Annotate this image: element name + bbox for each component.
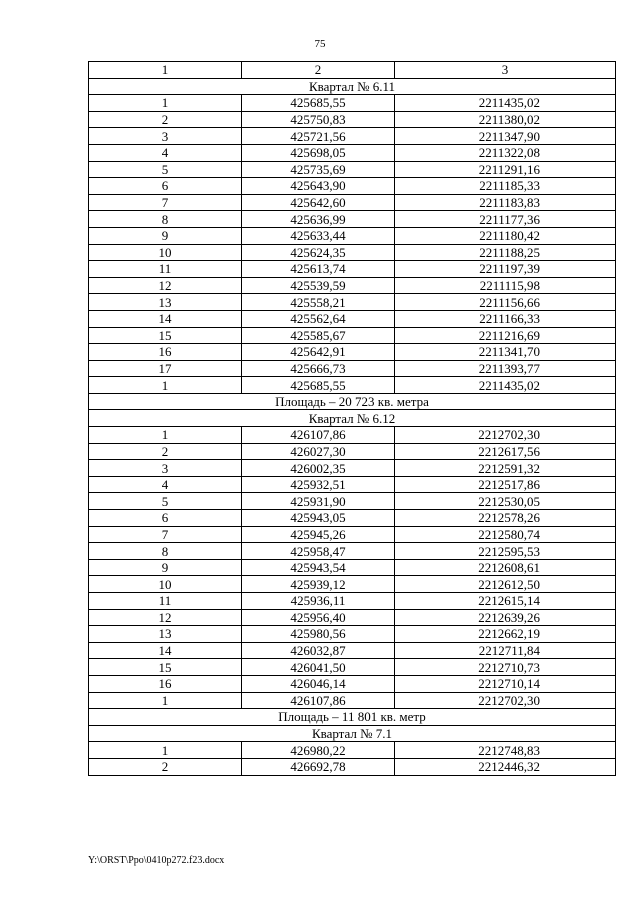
table-row [89, 227, 616, 244]
point-number-cell: 1 [89, 692, 242, 709]
table-row [89, 194, 616, 211]
table-row [89, 559, 616, 576]
table-row [89, 642, 616, 659]
point-number-cell: 14 [89, 310, 242, 327]
point-number-cell: 4 [89, 144, 242, 161]
table-row [89, 593, 616, 610]
x-coordinate-cell: 425936,11 [242, 593, 395, 610]
point-number-cell: 15 [89, 327, 242, 344]
y-coordinate-cell: 2212702,30 [395, 692, 616, 709]
y-coordinate-cell: 2212578,26 [395, 510, 616, 527]
point-number-cell: 13 [89, 294, 242, 311]
x-coordinate-cell: 426692,78 [242, 758, 395, 775]
table-row [89, 277, 616, 294]
section-title-row [89, 725, 616, 742]
table-row [89, 144, 616, 161]
y-coordinate-cell: 2212662,19 [395, 626, 616, 643]
table-row [89, 178, 616, 195]
section-title: Квартал № 6.12 [89, 410, 616, 427]
x-coordinate-cell: 426041,50 [242, 659, 395, 676]
y-coordinate-cell: 2212615,14 [395, 593, 616, 610]
table-row [89, 609, 616, 626]
y-coordinate-cell: 2211347,90 [395, 128, 616, 145]
point-number-cell: 7 [89, 194, 242, 211]
point-number-cell: 5 [89, 493, 242, 510]
x-coordinate-cell: 426002,35 [242, 460, 395, 477]
table-row [89, 443, 616, 460]
table-row [89, 543, 616, 560]
x-coordinate-cell: 425633,44 [242, 227, 395, 244]
y-coordinate-cell: 2211322,08 [395, 144, 616, 161]
point-number-cell: 2 [89, 758, 242, 775]
table-row [89, 626, 616, 643]
x-coordinate-cell: 425685,55 [242, 95, 395, 112]
x-coordinate-cell: 426046,14 [242, 675, 395, 692]
section-title-row [89, 410, 616, 427]
table-row [89, 576, 616, 593]
x-coordinate-cell: 425945,26 [242, 526, 395, 543]
table-row [89, 161, 616, 178]
y-coordinate-cell: 2211180,42 [395, 227, 616, 244]
table-row [89, 344, 616, 361]
x-coordinate-cell: 425642,91 [242, 344, 395, 361]
x-coordinate-cell: 425585,67 [242, 327, 395, 344]
point-number-cell: 14 [89, 642, 242, 659]
y-coordinate-cell: 2211115,98 [395, 277, 616, 294]
x-coordinate-cell: 425735,69 [242, 161, 395, 178]
point-number-cell: 1 [89, 742, 242, 759]
table-row [89, 294, 616, 311]
point-number-cell: 3 [89, 460, 242, 477]
y-coordinate-cell: 2212530,05 [395, 493, 616, 510]
section-title: Квартал № 7.1 [89, 725, 616, 742]
point-number-cell: 16 [89, 675, 242, 692]
table-row [89, 95, 616, 112]
y-coordinate-cell: 2212711,84 [395, 642, 616, 659]
x-coordinate-cell: 425943,54 [242, 559, 395, 576]
table-row [89, 460, 616, 477]
point-number-cell: 9 [89, 559, 242, 576]
table-row [89, 211, 616, 228]
y-coordinate-cell: 2211185,33 [395, 178, 616, 195]
point-number-cell: 13 [89, 626, 242, 643]
point-number-cell: 15 [89, 659, 242, 676]
point-number-cell: 2 [89, 111, 242, 128]
table-row [89, 377, 616, 394]
column-header-3: 3 [395, 62, 616, 79]
y-coordinate-cell: 2211197,39 [395, 261, 616, 278]
point-number-cell: 1 [89, 377, 242, 394]
point-number-cell: 7 [89, 526, 242, 543]
table-row [89, 310, 616, 327]
y-coordinate-cell: 2211183,83 [395, 194, 616, 211]
table-row [89, 493, 616, 510]
x-coordinate-cell: 425958,47 [242, 543, 395, 560]
x-coordinate-cell: 425562,64 [242, 310, 395, 327]
y-coordinate-cell: 2212639,26 [395, 609, 616, 626]
point-number-cell: 1 [89, 95, 242, 112]
x-coordinate-cell: 425685,55 [242, 377, 395, 394]
section-title: Квартал № 6.11 [89, 78, 616, 95]
y-coordinate-cell: 2212748,83 [395, 742, 616, 759]
table-row [89, 327, 616, 344]
table-row [89, 675, 616, 692]
x-coordinate-cell: 425698,05 [242, 144, 395, 161]
table-row [89, 360, 616, 377]
y-coordinate-cell: 2211177,36 [395, 211, 616, 228]
point-number-cell: 10 [89, 576, 242, 593]
point-number-cell: 4 [89, 476, 242, 493]
x-coordinate-cell: 425939,12 [242, 576, 395, 593]
x-coordinate-cell: 426980,22 [242, 742, 395, 759]
y-coordinate-cell: 2212710,73 [395, 659, 616, 676]
area-summary: Площадь – 20 723 кв. метра [89, 393, 616, 410]
y-coordinate-cell: 2211166,33 [395, 310, 616, 327]
point-number-cell: 8 [89, 543, 242, 560]
x-coordinate-cell: 425642,60 [242, 194, 395, 211]
y-coordinate-cell: 2212580,74 [395, 526, 616, 543]
point-number-cell: 12 [89, 609, 242, 626]
table-row [89, 758, 616, 775]
table-header-row [89, 62, 616, 79]
x-coordinate-cell: 425613,74 [242, 261, 395, 278]
x-coordinate-cell: 425558,21 [242, 294, 395, 311]
x-coordinate-cell: 425624,35 [242, 244, 395, 261]
table-row [89, 476, 616, 493]
point-number-cell: 8 [89, 211, 242, 228]
y-coordinate-cell: 2212710,14 [395, 675, 616, 692]
y-coordinate-cell: 2212612,50 [395, 576, 616, 593]
x-coordinate-cell: 425943,05 [242, 510, 395, 527]
table-row [89, 427, 616, 444]
y-coordinate-cell: 2211435,02 [395, 95, 616, 112]
point-number-cell: 10 [89, 244, 242, 261]
x-coordinate-cell: 425931,90 [242, 493, 395, 510]
y-coordinate-cell: 2211341,70 [395, 344, 616, 361]
x-coordinate-cell: 426107,86 [242, 692, 395, 709]
section-title-row [89, 78, 616, 95]
x-coordinate-cell: 425666,73 [242, 360, 395, 377]
table-row [89, 128, 616, 145]
point-number-cell: 2 [89, 443, 242, 460]
y-coordinate-cell: 2212702,30 [395, 427, 616, 444]
point-number-cell: 11 [89, 261, 242, 278]
point-number-cell: 6 [89, 178, 242, 195]
x-coordinate-cell: 425636,99 [242, 211, 395, 228]
y-coordinate-cell: 2211156,66 [395, 294, 616, 311]
point-number-cell: 1 [89, 427, 242, 444]
area-summary-row [89, 393, 616, 410]
coordinates-table-body [89, 62, 616, 776]
column-header-1: 1 [89, 62, 242, 79]
x-coordinate-cell: 426027,30 [242, 443, 395, 460]
point-number-cell: 12 [89, 277, 242, 294]
y-coordinate-cell: 2212617,56 [395, 443, 616, 460]
y-coordinate-cell: 2211393,77 [395, 360, 616, 377]
y-coordinate-cell: 2211188,25 [395, 244, 616, 261]
page-number: 75 [314, 38, 326, 50]
x-coordinate-cell: 425721,56 [242, 128, 395, 145]
point-number-cell: 9 [89, 227, 242, 244]
x-coordinate-cell: 425956,40 [242, 609, 395, 626]
x-coordinate-cell: 425750,83 [242, 111, 395, 128]
point-number-cell: 3 [89, 128, 242, 145]
table-row [89, 261, 616, 278]
table-row [89, 510, 616, 527]
x-coordinate-cell: 426107,86 [242, 427, 395, 444]
y-coordinate-cell: 2211216,69 [395, 327, 616, 344]
x-coordinate-cell: 426032,87 [242, 642, 395, 659]
table-row [89, 526, 616, 543]
point-number-cell: 5 [89, 161, 242, 178]
area-summary: Площадь – 11 801 кв. метр [89, 709, 616, 726]
x-coordinate-cell: 425980,56 [242, 626, 395, 643]
point-number-cell: 11 [89, 593, 242, 610]
y-coordinate-cell: 2212446,32 [395, 758, 616, 775]
area-summary-row [89, 709, 616, 726]
y-coordinate-cell: 2211435,02 [395, 377, 616, 394]
document-file-path: Y:\ORST\Ppo\0410p272.f23.docx [88, 855, 225, 866]
y-coordinate-cell: 2212517,86 [395, 476, 616, 493]
x-coordinate-cell: 425643,90 [242, 178, 395, 195]
y-coordinate-cell: 2212595,53 [395, 543, 616, 560]
table-row [89, 244, 616, 261]
point-number-cell: 6 [89, 510, 242, 527]
y-coordinate-cell: 2212591,32 [395, 460, 616, 477]
table-row [89, 111, 616, 128]
x-coordinate-cell: 425539,59 [242, 277, 395, 294]
point-number-cell: 16 [89, 344, 242, 361]
point-number-cell: 17 [89, 360, 242, 377]
x-coordinate-cell: 425932,51 [242, 476, 395, 493]
table-row [89, 742, 616, 759]
coordinates-table [88, 61, 616, 776]
y-coordinate-cell: 2212608,61 [395, 559, 616, 576]
table-row [89, 659, 616, 676]
y-coordinate-cell: 2211380,02 [395, 111, 616, 128]
y-coordinate-cell: 2211291,16 [395, 161, 616, 178]
table-row [89, 692, 616, 709]
column-header-2: 2 [242, 62, 395, 79]
